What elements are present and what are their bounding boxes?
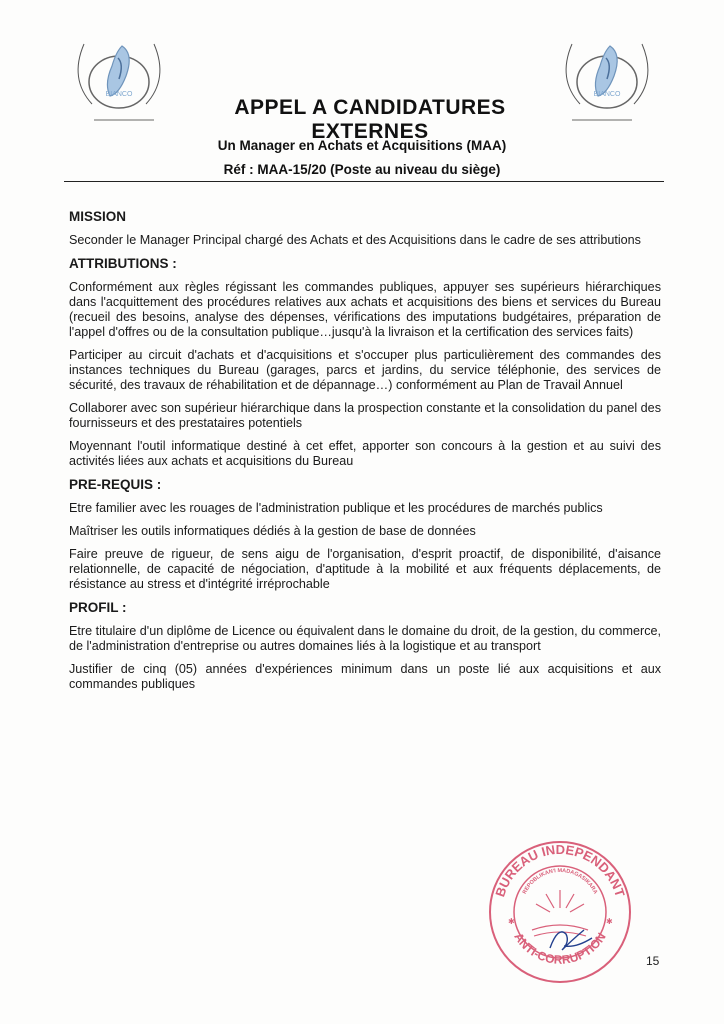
stamp-bottom-text: ANTI-CORRUPTION [511,930,609,967]
stamp-seal-icon [480,830,640,990]
reference-line: Réf : MAA-15/20 (Poste au niveau du siège) [223,162,501,177]
profil-paragraph: Etre titulaire d'un diplôme de Licence ou équivalent dans le domaine du droit, de la gestion, du commerce, de l'administration d'entreprise ou autres domaines liés à la logistique et au transport [69,624,661,653]
stamp-top-text: BUREAU INDEPENDANT [492,841,628,899]
document-body [69,209,661,700]
attribution-paragraph: Conformément aux règles régissant les commandes publiques, appuyer ses supérieurs hiérarchiques dans l'acquittement des procédures relatives aux achats et acquisitions des biens et services du Bureau (recueil des besoins, analyse des dépenses, vérifications des imputations budgétaires, préparation de l'appel d'offres ou de la consultation publique…jusqu'à la livraison et la certification des services faits) [69,280,661,339]
prerequis-paragraph: Faire preuve de rigueur, de sens aigu de l'organisation, d'esprit proactif, de disponibilité, d'aisance relationnelle, de capacité de négociation, d'aptitude à la mobilité et aux fréquents déplacements, de résistance au stress et d'intégrité irréprochable [69,547,661,591]
prerequis-paragraph: Maîtriser les outils informatiques dédiés à la gestion de base de données [69,524,476,538]
profil-paragraph: Justifier de cinq (05) années d'expériences minimum dans un poste lié aux acquisitions et aux commandes publiques [69,662,661,691]
section-heading-attributions: ATTRIBUTIONS : [69,256,177,271]
bianco-logo-left [64,24,174,124]
page-title: APPEL A CANDIDATURES EXTERNES [234,96,506,143]
bianco-logo-icon [552,24,662,124]
bianco-logo-icon [64,24,174,124]
section-heading-profil: PROFIL : [69,600,127,615]
svg-text:✱: ✱ [508,917,515,926]
position-title: Un Manager en Achats et Acquisitions (MAA) [217,138,507,153]
bianco-logo-right [552,24,662,124]
section-heading-mission: MISSION [69,209,127,224]
attribution-paragraph: Moyennant l'outil informatique destiné à cet effet, apporter son concours à la gestion et au suivi des activités liées aux achats et acquisitions du Bureau [69,439,661,468]
attribution-paragraph: Participer au circuit d'achats et d'acquisitions et s'occuper plus particulièrement des commandes des instances techniques du Bureau (garages, parcs et jardins, du service téléphonie, des services de sécurité, des travaux de réhabilitation et de dépannage…) conformément au Plan de Travail Annuel [69,348,661,392]
svg-text:✱: ✱ [606,917,613,926]
logo-label: BIANCO [593,91,621,98]
stamp-inner-text: REPOBLIKAN'I MADAGASIKARA [521,867,599,896]
prerequis-paragraph: Etre familier avec les rouages de l'administration publique et les procédures de marchés publics [69,501,603,515]
section-heading-prerequis: PRE-REQUIS : [69,477,162,492]
svg-text:ANTI-CORRUPTION [511,930,608,967]
mission-paragraph: Seconder le Manager Principal chargé des Achats et des Acquisitions dans le cadre de ses attributions [69,233,641,247]
official-stamp [480,830,640,990]
page-number: 15 [646,954,660,968]
attribution-paragraph: Collaborer avec son supérieur hiérarchique dans la prospection constante et la consolidation du panel des fournisseurs et des prestataires potentiels [69,401,661,430]
logo-label: BIANCO [105,91,133,98]
header-divider [64,181,664,182]
